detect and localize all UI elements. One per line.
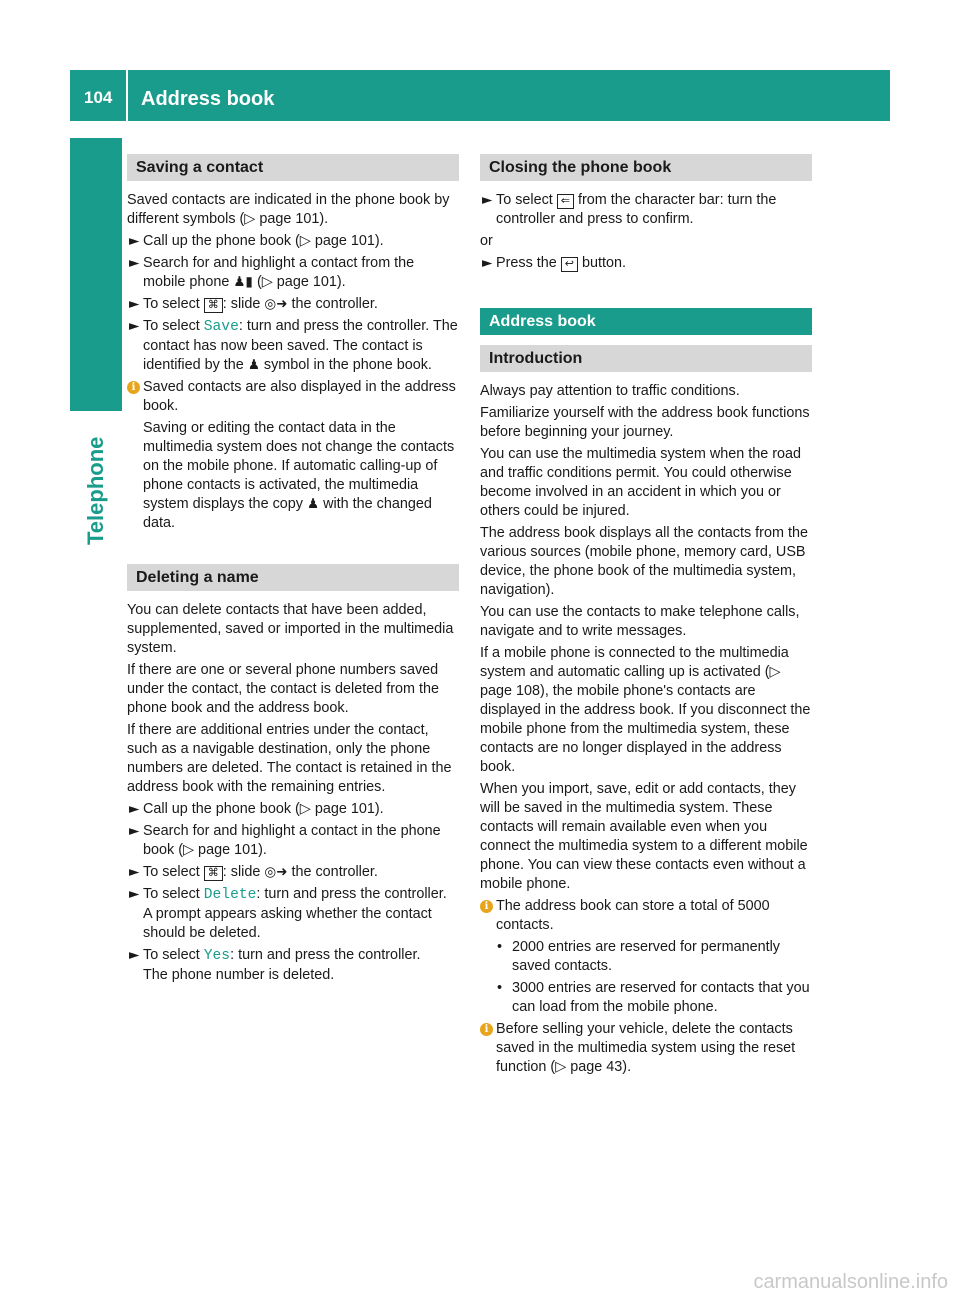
- closing-step-1: ► To select ⇐ from the character bar: turn the controller and press to confirm.: [482, 192, 777, 227]
- arrow-icon: ►: [129, 886, 140, 902]
- deleting-step-4: ► To select Delete: turn and press the controller. A prompt appears asking whether the contact should be deleted.: [129, 886, 447, 941]
- deleting-p1: You can delete contacts that have been added, supplemented, saved or imported in the multimedia system.: [127, 602, 454, 656]
- deleting-step-3: ► To select ⌘ : slide ◎➜ the controller.: [129, 864, 378, 880]
- deleting-p2: If there are one or several phone numbers saved under the contact, the contact is deleted from the phone book and the address book.: [127, 662, 439, 716]
- bullet-item: • 3000 entries are reserved for contacts that you can load from the mobile phone.: [497, 980, 810, 1015]
- person-icon: ♟: [306, 496, 320, 512]
- section-heading-introduction: Introduction: [480, 345, 812, 372]
- arrow-icon: ►: [129, 318, 140, 334]
- yes-option: Yes: [203, 948, 231, 964]
- capacity-info: i The address book can store a total of 5000 contacts.: [480, 897, 812, 935]
- arrow-icon: ►: [482, 192, 493, 208]
- info-icon: i: [480, 1023, 493, 1036]
- page-number: 104: [84, 88, 113, 107]
- left-column: [127, 154, 459, 988]
- watermark: carmanualsonline.info: [753, 1271, 948, 1293]
- arrow-icon: ►: [129, 255, 140, 271]
- closing-step-2: ► Press the ↩ button.: [482, 255, 627, 271]
- phone-menu-icon: ⌘: [204, 298, 223, 313]
- intro-p3: You can use the multimedia system when the road and traffic conditions permit. You could otherwise become involved in an accident in which you or others could be injured.: [480, 446, 802, 519]
- arrow-icon: ►: [129, 296, 140, 312]
- deleting-p3: If there are additional entries under the contact, such as a navigable destination, only the phone numbers are deleted. The contact is retained in the address book with the remaining entries.: [127, 722, 452, 795]
- saving-info: i Saved contacts are also displayed in the address book. Saving or editing the contact data in the multimedia system does not change the contacts on the mobile phone. If automatic calling-up of phone contacts is activated, the multimedia system displays the copy ♟ with the changed data.: [127, 378, 459, 533]
- arrow-icon: ►: [129, 823, 140, 839]
- saving-step-2: ► Search for and highlight a contact from the mobile phone ♟▮ (▷ page 101).: [129, 255, 415, 290]
- bullet-icon: •: [497, 939, 503, 955]
- delete-option: Delete: [203, 887, 257, 903]
- info-icon: i: [127, 381, 140, 394]
- section-heading-address-book: Address book: [480, 308, 812, 335]
- arrow-icon: ►: [129, 864, 140, 880]
- intro-p4: The address book displays all the contacts from the various sources (mobile phone, memory card, USB device, the phone book of the multimedia system, navigation).: [480, 525, 808, 598]
- arrow-icon: ►: [129, 947, 140, 963]
- deleting-step-1: ► Call up the phone book (▷ page 101).: [129, 801, 384, 817]
- bullet-item: • 2000 entries are reserved for permanently saved contacts.: [497, 939, 780, 974]
- back-button-icon: ↩: [561, 257, 578, 272]
- phone-menu-icon: ⌘: [204, 866, 223, 881]
- back-character-icon: ⇐: [557, 194, 574, 209]
- intro-p2: Familiarize yourself with the address book functions before beginning your journey.: [480, 405, 810, 440]
- section-heading-saving: Saving a contact: [127, 154, 459, 181]
- intro-p6: If a mobile phone is connected to the multimedia system and automatic calling up is activated (▷ page 108), the mobile phone's contacts are displayed in the address book. If you disconnect the mobile phone from the multimedia system, these contacts are no longer displayed in the address book.: [480, 645, 811, 775]
- controller-icon: ◎➜: [264, 864, 288, 880]
- deleting-step-2: ► Search for and highlight a contact in the phone book (▷ page 101).: [129, 823, 441, 858]
- saving-step-4: ► To select Save: turn and press the controller. The contact has now been saved. The contact is identified by the ♟ symbol in the phone book.: [129, 318, 458, 373]
- mobile-phone-icon: ♟▮: [233, 274, 253, 290]
- right-column: [480, 154, 812, 1080]
- deleting-step-5: ► To select Yes: turn and press the controller. The phone number is deleted.: [129, 947, 421, 983]
- closing-or: or: [480, 233, 493, 249]
- controller-icon: ◎➜: [264, 296, 288, 312]
- saving-step-3: ► To select ⌘ : slide ◎➜ the controller.: [129, 296, 378, 312]
- saving-step-1: ► Call up the phone book (▷ page 101).: [129, 233, 384, 249]
- arrow-icon: ►: [129, 233, 140, 249]
- header-title: Address book: [141, 88, 275, 110]
- intro-p1: Always pay attention to traffic conditions.: [480, 383, 740, 399]
- side-tab: [70, 138, 122, 411]
- bullet-icon: •: [497, 980, 503, 996]
- saving-intro: Saved contacts are indicated in the phone book by different symbols (▷ page 101).: [127, 192, 450, 227]
- arrow-icon: ►: [482, 255, 493, 271]
- side-label: Telephone: [83, 436, 108, 545]
- intro-p5: You can use the contacts to make telephone calls, navigate and to write messages.: [480, 604, 800, 639]
- save-option: Save: [203, 319, 239, 335]
- arrow-icon: ►: [129, 801, 140, 817]
- section-heading-closing: Closing the phone book: [480, 154, 812, 181]
- selling-info: i Before selling your vehicle, delete the contacts saved in the multimedia system using the reset function (▷ page 43).: [480, 1020, 812, 1077]
- section-heading-deleting: Deleting a name: [127, 564, 459, 591]
- info-icon: i: [480, 900, 493, 913]
- intro-p7: When you import, save, edit or add contacts, they will be saved in the multimedia system. These contacts will remain available even when you connect the multimedia system to a different mobile phone. You can view these contacts even without a mobile phone.: [480, 781, 808, 892]
- person-icon: ♟: [247, 357, 260, 373]
- header-divider: [126, 70, 128, 121]
